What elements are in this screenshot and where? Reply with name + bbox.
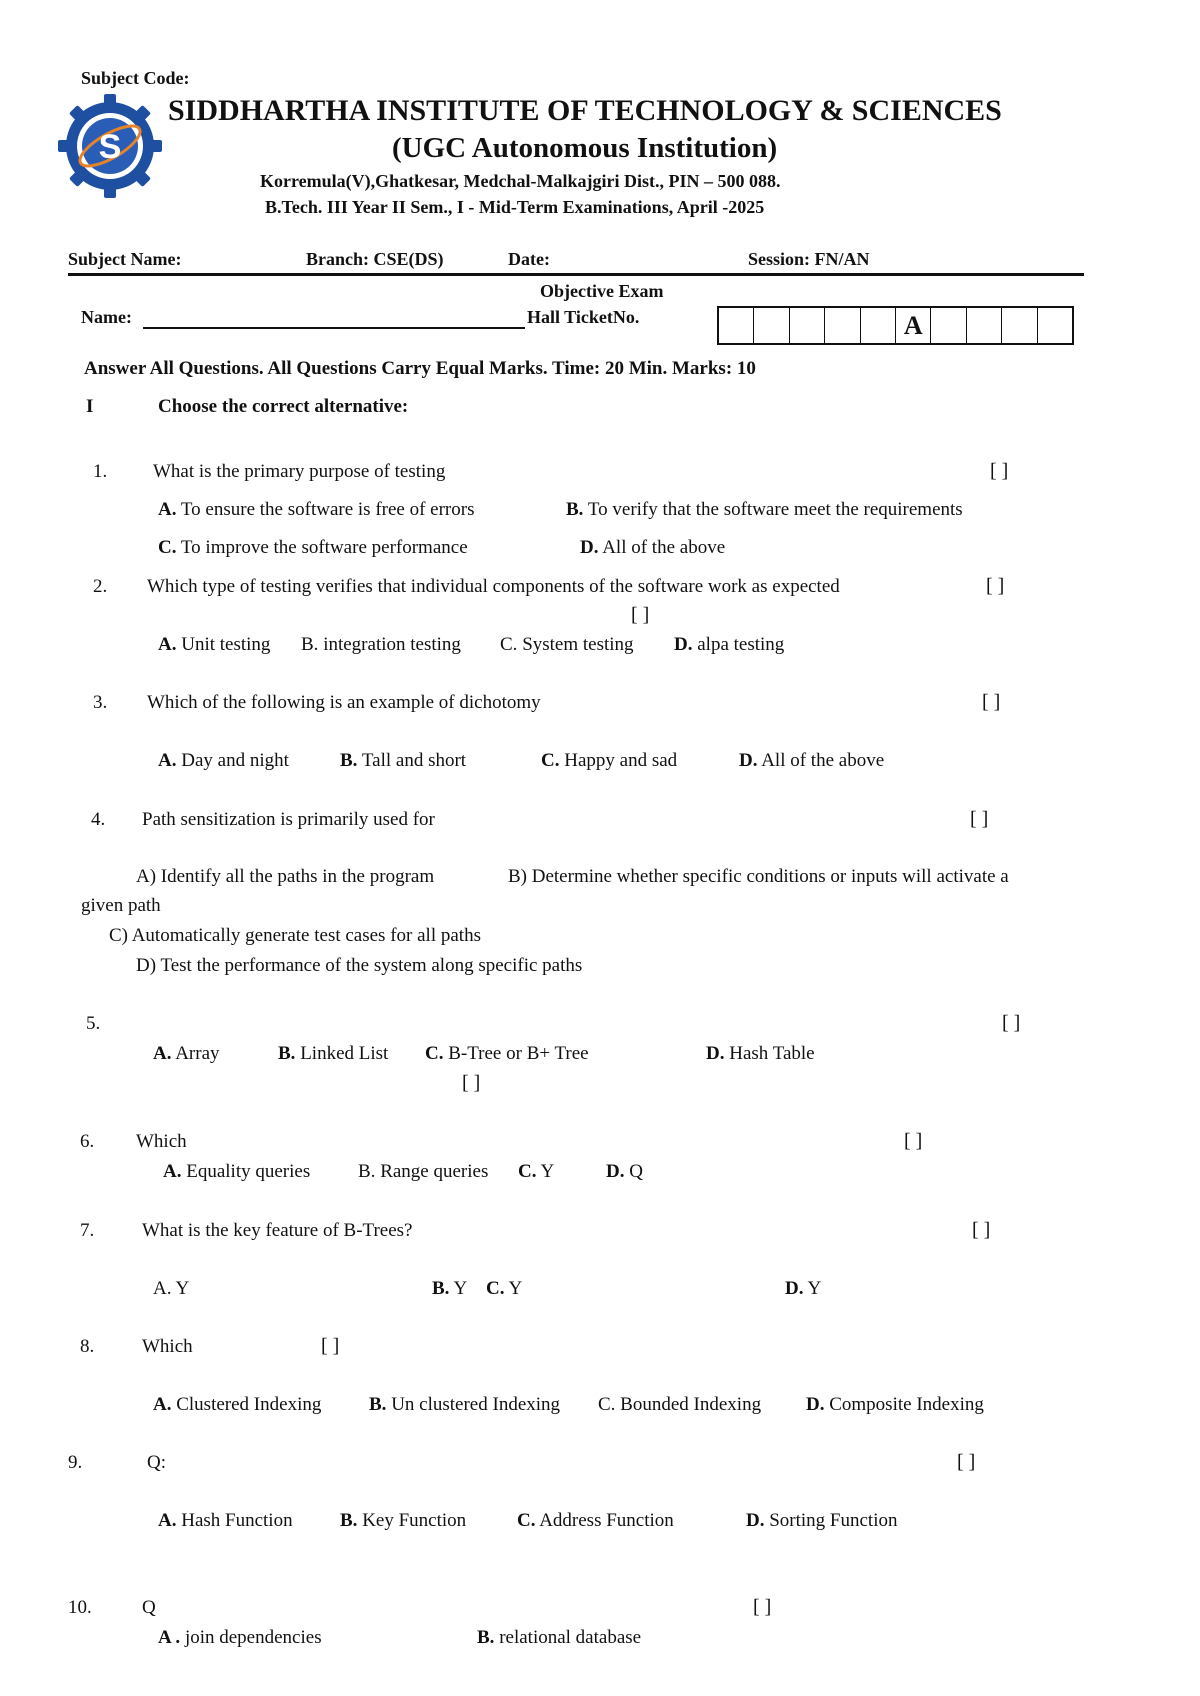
option-a: A. Array bbox=[153, 1043, 220, 1064]
option-d: D. Y bbox=[785, 1278, 822, 1299]
option-a: A. Clustered Indexing bbox=[153, 1394, 322, 1415]
hall-ticket-cell[interactable] bbox=[931, 308, 966, 343]
hall-ticket-boxes[interactable] bbox=[717, 306, 1074, 345]
option-b: B. Tall and short bbox=[340, 750, 467, 771]
answer-bracket[interactable]: [ ] bbox=[990, 460, 1009, 482]
question-number: 6. bbox=[80, 1131, 95, 1152]
question-text: Which bbox=[142, 1336, 193, 1357]
question-text: Q bbox=[142, 1597, 156, 1618]
header-divider bbox=[68, 273, 1084, 276]
option-a: A. Unit testing bbox=[158, 634, 271, 655]
answer-bracket[interactable]: [ ] bbox=[462, 1072, 481, 1094]
date-label: Date: bbox=[508, 249, 550, 269]
option-a: A. To ensure the software is free of errors bbox=[158, 499, 475, 520]
hall-ticket-cell[interactable] bbox=[1002, 308, 1037, 343]
option-d: D. All of the above bbox=[739, 750, 885, 771]
hall-ticket-cell[interactable] bbox=[1038, 308, 1072, 343]
option-c: C. Address Function bbox=[517, 1510, 674, 1531]
option-d: D. All of the above bbox=[580, 537, 726, 558]
question-text: Path sensitization is primarily used for bbox=[142, 809, 435, 830]
question-text: What is the key feature of B-Trees? bbox=[142, 1220, 413, 1241]
answer-bracket[interactable]: [ ] bbox=[986, 575, 1005, 597]
option-c: C. System testing bbox=[500, 634, 634, 655]
option-a: A) Identify all the paths in the program bbox=[136, 866, 435, 887]
option-a: A . join dependencies bbox=[158, 1627, 322, 1648]
objective-exam-label: Objective Exam bbox=[540, 281, 664, 301]
answer-bracket[interactable]: [ ] bbox=[631, 604, 650, 626]
hall-ticket-cell[interactable]: A bbox=[896, 308, 931, 343]
option-c: C) Automatically generate test cases for all paths bbox=[109, 925, 481, 946]
hall-ticket-cell[interactable] bbox=[719, 308, 754, 343]
option-d: D. Q bbox=[606, 1161, 643, 1182]
name-label: Name: bbox=[81, 307, 132, 327]
answer-bracket[interactable]: [ ] bbox=[957, 1451, 976, 1473]
option-c: C. Happy and sad bbox=[541, 750, 678, 771]
question-number: 9. bbox=[68, 1452, 83, 1473]
option-d: D. Hash Table bbox=[706, 1043, 815, 1064]
option-b-continued: given path bbox=[81, 895, 161, 916]
option-a: A. Hash Function bbox=[158, 1510, 293, 1531]
option-b: B. Y bbox=[432, 1278, 468, 1299]
question-text: What is the primary purpose of testing bbox=[153, 461, 446, 482]
option-c: C. B-Tree or B+ Tree bbox=[425, 1043, 589, 1064]
question-text: Which bbox=[136, 1131, 187, 1152]
answer-bracket[interactable]: [ ] bbox=[753, 1596, 772, 1618]
branch-label: Branch: CSE(DS) bbox=[306, 249, 444, 269]
hall-ticket-cell[interactable] bbox=[825, 308, 860, 343]
question-number: 7. bbox=[80, 1220, 95, 1241]
option-d: D. Composite Indexing bbox=[806, 1394, 984, 1415]
question-text: Which type of testing verifies that individual components of the software work as expected bbox=[147, 576, 840, 597]
question-number: 10. bbox=[68, 1597, 92, 1618]
section-title: Choose the correct alternative: bbox=[158, 396, 409, 417]
section-number: I bbox=[86, 396, 94, 417]
option-b: B. integration testing bbox=[301, 634, 461, 655]
svg-text:S: S bbox=[98, 128, 122, 166]
question-number: 4. bbox=[91, 809, 106, 830]
institute-name: SIDDHARTHA INSTITUTE OF TECHNOLOGY & SCIENCES bbox=[168, 94, 1002, 127]
subject-code-label: Subject Code: bbox=[81, 68, 190, 88]
answer-bracket[interactable]: [ ] bbox=[321, 1335, 340, 1357]
question-text: Which of the following is an example of dichotomy bbox=[147, 692, 541, 713]
option-b: B. Un clustered Indexing bbox=[369, 1394, 561, 1415]
exam-title: B.Tech. III Year II Sem., I - Mid-Term Examinations, April -2025 bbox=[265, 197, 765, 217]
institute-address: Korremula(V),Ghatkesar, Medchal-Malkajgiri Dist., PIN – 500 088. bbox=[260, 171, 781, 191]
option-c: C. Bounded Indexing bbox=[598, 1394, 762, 1415]
answer-bracket[interactable]: [ ] bbox=[982, 691, 1001, 713]
answer-bracket[interactable]: [ ] bbox=[1002, 1012, 1021, 1034]
answer-bracket[interactable]: [ ] bbox=[904, 1130, 923, 1152]
answer-bracket[interactable]: [ ] bbox=[970, 808, 989, 830]
question-number: 1. bbox=[93, 461, 108, 482]
question-number: 3. bbox=[93, 692, 108, 713]
option-b: B) Determine whether specific conditions or inputs will activate a bbox=[508, 866, 1009, 887]
option-d: D) Test the performance of the system along specific paths bbox=[136, 955, 583, 976]
option-b: B. To verify that the software meet the requirements bbox=[566, 499, 963, 520]
question-number: 2. bbox=[93, 576, 108, 597]
option-b: B. relational database bbox=[477, 1627, 642, 1648]
session-label: Session: FN/AN bbox=[748, 249, 870, 269]
hall-ticket-cell[interactable] bbox=[790, 308, 825, 343]
institution-type: (UGC Autonomous Institution) bbox=[392, 132, 778, 164]
instructions: Answer All Questions. All Questions Carry Equal Marks. Time: 20 Min. Marks: 10 bbox=[84, 358, 756, 379]
answer-bracket[interactable]: [ ] bbox=[972, 1219, 991, 1241]
option-c: C. Y bbox=[518, 1161, 555, 1182]
name-input-line[interactable] bbox=[143, 327, 525, 329]
hall-ticket-cell[interactable] bbox=[861, 308, 896, 343]
option-a: A. Y bbox=[153, 1278, 190, 1299]
option-c: C. To improve the software performance bbox=[158, 537, 468, 558]
hall-ticket-label: Hall TicketNo. bbox=[527, 307, 640, 327]
option-b: B. Range queries bbox=[358, 1161, 489, 1182]
subject-name-label: Subject Name: bbox=[68, 249, 182, 269]
question-number: 8. bbox=[80, 1336, 95, 1357]
option-c: C. Y bbox=[486, 1278, 523, 1299]
option-a: A. Day and night bbox=[158, 750, 289, 771]
option-a: A. Equality queries bbox=[163, 1161, 311, 1182]
option-b: B. Linked List bbox=[278, 1043, 389, 1064]
question-number: 5. bbox=[86, 1013, 101, 1034]
hall-ticket-cell[interactable] bbox=[754, 308, 789, 343]
option-b: B. Key Function bbox=[340, 1510, 467, 1531]
option-d: D. Sorting Function bbox=[746, 1510, 898, 1531]
question-text: Q: bbox=[147, 1452, 166, 1473]
hall-ticket-cell[interactable] bbox=[967, 308, 1002, 343]
option-d: D. alpa testing bbox=[674, 634, 785, 655]
institute-logo-icon bbox=[56, 92, 164, 200]
